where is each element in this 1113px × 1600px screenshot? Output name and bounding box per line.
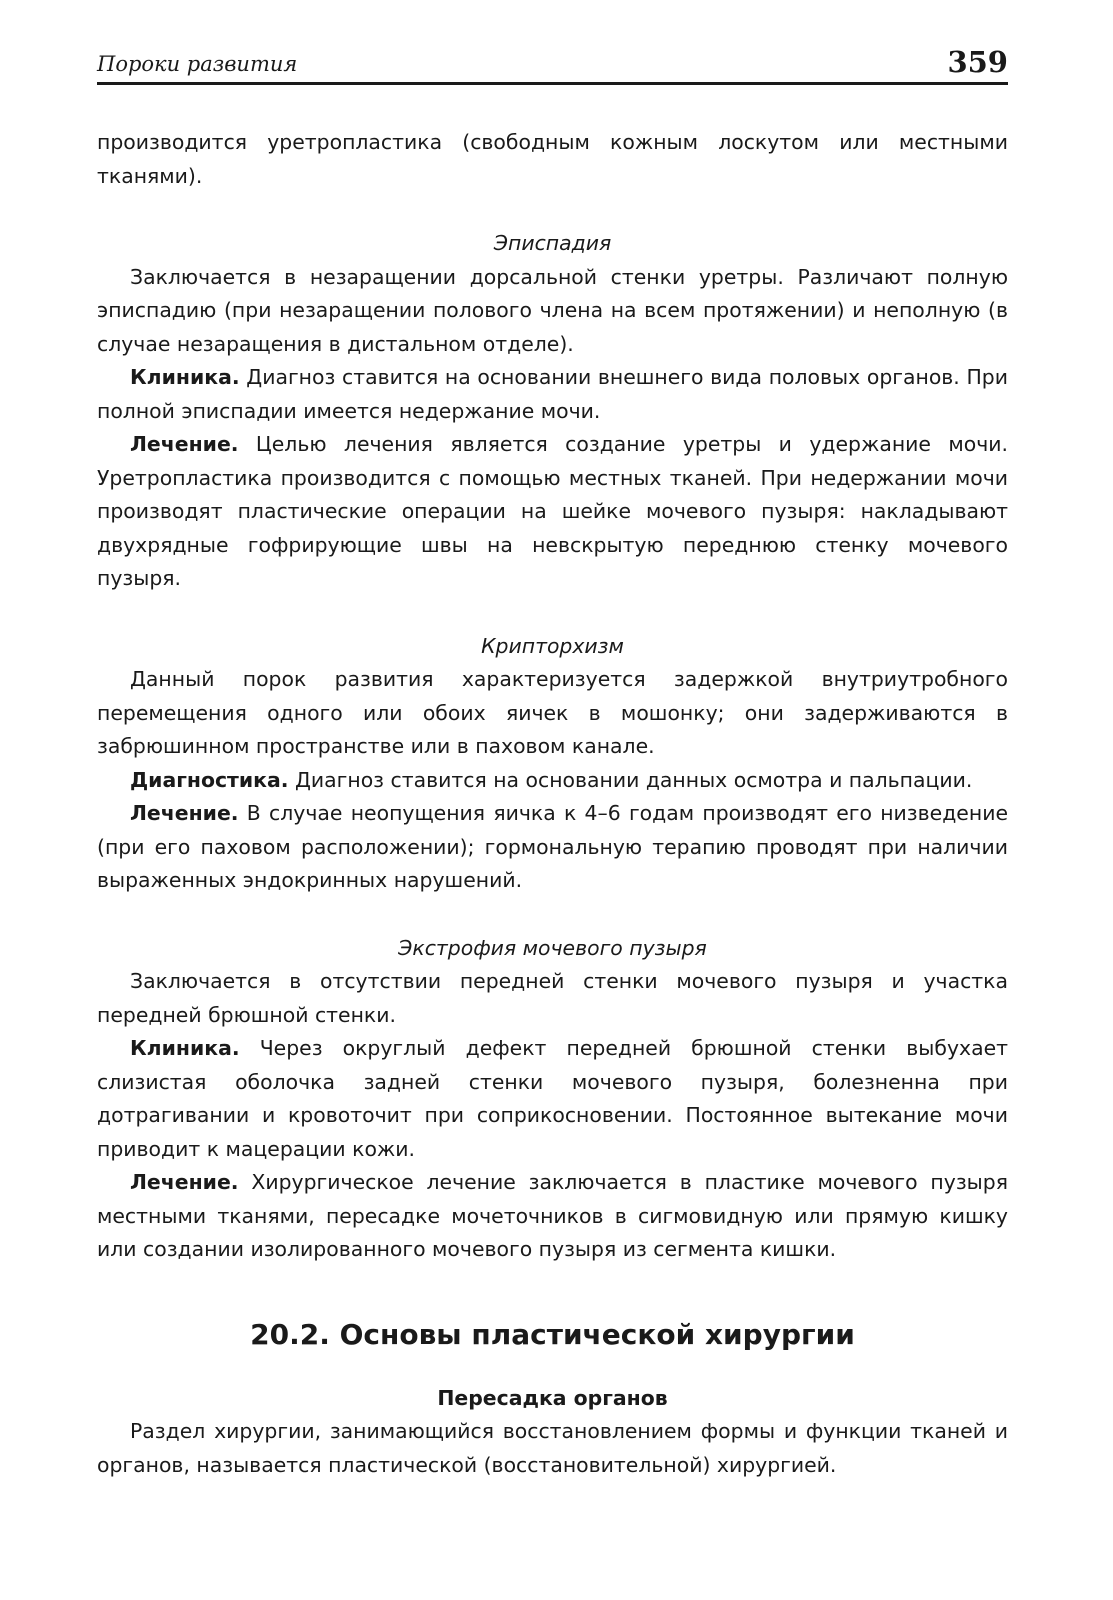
cryptorchidism-diagnostics-paragraph — [97, 764, 1008, 798]
book-page — [97, 38, 1008, 1482]
cryptorchidism-title: Крипторхизм — [481, 633, 624, 658]
section-paragraph: Раздел хирургии, занимающийся восстановлением формы и функции тканей и органов, называется пластической (восстановительной) хирургией. — [97, 1419, 1008, 1477]
subsection-title: Пересадка органов — [437, 1385, 668, 1410]
epispadias-title: Эпиcпадия — [493, 231, 612, 255]
cryptorchidism-treatment-term: Лечение. — [130, 801, 239, 825]
page-number: 359 — [947, 45, 1008, 79]
exstrophy-title: Экстрофия мочевого пузыря — [398, 935, 707, 960]
exstrophy-treatment-paragraph — [97, 1166, 1008, 1267]
exstrophy-definition: Заключается в отсутствии передней стенки мочевого пузыря и участка передней брюшной стенки. — [97, 969, 1008, 1027]
intro-paragraph: производится уретропластика (свободным кожным лоскутом или местными тканями). — [97, 130, 1008, 188]
exstrophy-clinic-term: Клиника. — [130, 1036, 240, 1060]
cryptorchidism-diagnostics-text: Диагноз ставится на основании данных осмотра и пальпации. — [288, 767, 973, 792]
running-header — [97, 38, 1008, 85]
epispadias-treatment-paragraph — [97, 428, 1008, 596]
cryptorchidism-diagnostics-term: Диагностика. — [130, 767, 289, 792]
cryptorchidism-definition: Данный порок развития характеризуется задержкой внутриутробного перемещения одного или обоих яичек в мошонку; они задерживаются в забрюшинном пространстве или в паховом канале. — [97, 667, 1008, 758]
exstrophy-treatment-text: Хирургическое лечение заключается в пластике мочевого пузыря местными тканями, пересадке мочеточников в сигмовидную или прямую кишку или создании изолированного мочевого пузыря из сегмента кишки. — [97, 1170, 1008, 1261]
epispadias-clinic-term: Клиника. — [130, 365, 240, 389]
exstrophy-clinic-paragraph — [97, 1032, 1008, 1166]
epispadias-treatment-text: Целью лечения является создание уретры и удержание мочи. Уретропластика производится с помощью местных тканей. При недержании мочи производят пластические операции на шейке мочевого пузыря: накладывают двухрядные гофрирующие швы на невскрытую переднюю стенку мочевого пузыря. — [97, 432, 1008, 590]
epispadias-clinic-paragraph — [97, 361, 1008, 428]
epispadias-definition: Заключается в незаращении дорсальной стенки уретры. Различают полную эписпадию (при незаращении полового члена на всем протяжении) и неполную (в случае незаращения в дистальном отделе). — [97, 264, 1008, 356]
cryptorchidism-treatment-paragraph — [97, 797, 1008, 898]
epispadias-treatment-term: Лечение. — [130, 432, 239, 456]
epispadias-clinic-text: Диагноз ставится на основании внешнего вида половых органов. При полной эписпадии имеется недержание мочи. — [97, 365, 1008, 423]
body-text — [97, 126, 1008, 1482]
section-title: 20.2. Основы пластической хирургии — [250, 1317, 855, 1351]
exstrophy-clinic-text: Через округлый дефект передней брюшной стенки выбухает слизистая оболочка задней стенки мочевого пузыря, болезненна при дотрагивании и кровоточит при соприкосновении. Постоянное вытекание мочи приводит к мацерации кожи. — [97, 1036, 1008, 1161]
running-title: Пороки развития — [97, 52, 298, 76]
cryptorchidism-treatment-text: В случае неопущения яичка к 4–6 годам производят его низведение (при его паховом расположении); гормональную терапию проводят при наличии выраженных эндокринных нарушений. — [97, 801, 1008, 892]
exstrophy-treatment-term: Лечение. — [130, 1170, 239, 1194]
